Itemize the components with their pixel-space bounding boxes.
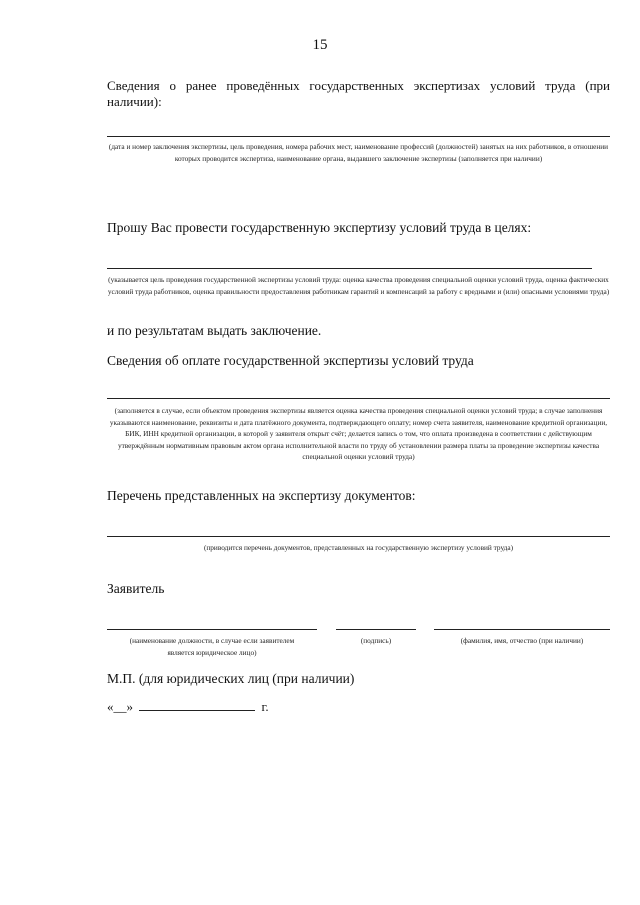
- request-note: (указывается цель проведения государственной экспертизы условий труда: оценка качества проведения специальной оценки условий труда, оценка фактических условий труда работников, оценка правильности предоставления работникам гарантий и компенсаций за работу с вредными и (или) опасными условиями труда): [107, 275, 610, 296]
- request-text: Прошу Вас провести государственную экспертизу условий труда в целях:: [107, 220, 532, 235]
- date-day-field[interactable]: __: [113, 699, 127, 714]
- documents-heading: Перечень представленных на экспертизу документов:: [107, 488, 416, 503]
- prior-expertise-heading-line2: наличии):: [107, 94, 162, 109]
- prior-expertise-note: (дата и номер заключения экспертизы, цель проведения, номера рабочих мест, наименование профессий (должностей) занятых на них работников, в отношении которых проводится экспертиза, наименование органа, выдавшего заключение экспертизы (заполняется при наличии): [108, 142, 609, 163]
- stamp-note: М.П. (для юридических лиц (при наличии): [107, 671, 355, 686]
- date-open-quote: «: [107, 699, 114, 714]
- documents-input-line[interactable]: [107, 536, 610, 537]
- page-number: 15: [312, 37, 328, 53]
- applicant-signature-line[interactable]: [336, 629, 416, 630]
- purpose-input-line[interactable]: [107, 268, 592, 269]
- position-note-line2: является юридическое лицо): [167, 648, 257, 657]
- payment-input-line[interactable]: [107, 398, 610, 399]
- date-line: [107, 699, 269, 715]
- position-note-line1: (наименование должности, в случае если заявителем: [129, 636, 295, 645]
- signature-note: (подпись): [360, 636, 392, 645]
- applicant-name-line[interactable]: [434, 629, 610, 630]
- date-close-quote: »: [126, 699, 133, 714]
- prior-expertise-heading-line1: Сведения о ранее проведённых государственных экспертизах условий труда (при: [107, 78, 610, 93]
- request-conclusion: и по результатам выдать заключение.: [107, 323, 322, 338]
- applicant-label: Заявитель: [107, 581, 165, 596]
- applicant-position-line[interactable]: [107, 629, 317, 630]
- payment-note: (заполняется в случае, если объектом проведения экспертизы является оценка качества проведения специальной оценки условий труда; в случае заполнения указываются наименование, реквизиты и дата платёжного документа, подтверждающего оплату; номер счета заявителя, наименование кредитной организации, БИК, ИНН кредитной организации, в которой у заявителя открыт счёт; делается запись о том, что оплата произведена в соответствии с действующим утверждённым нормативным правовым актом органа исполнительной власти по труду об установлении размера платы за проведение экспертизы качества специальной оценки условий труда): [109, 406, 608, 461]
- documents-note: (приводится перечень документов, представленных на государственную экспертизу условий труда): [203, 543, 514, 552]
- date-month-field[interactable]: [139, 699, 255, 711]
- payment-heading: Сведения об оплате государственной экспертизы условий труда: [107, 353, 474, 368]
- prior-expertise-input-line[interactable]: [107, 136, 610, 137]
- date-year-suffix: г.: [261, 699, 269, 714]
- name-note: (фамилия, имя, отчество (при наличии): [460, 636, 584, 645]
